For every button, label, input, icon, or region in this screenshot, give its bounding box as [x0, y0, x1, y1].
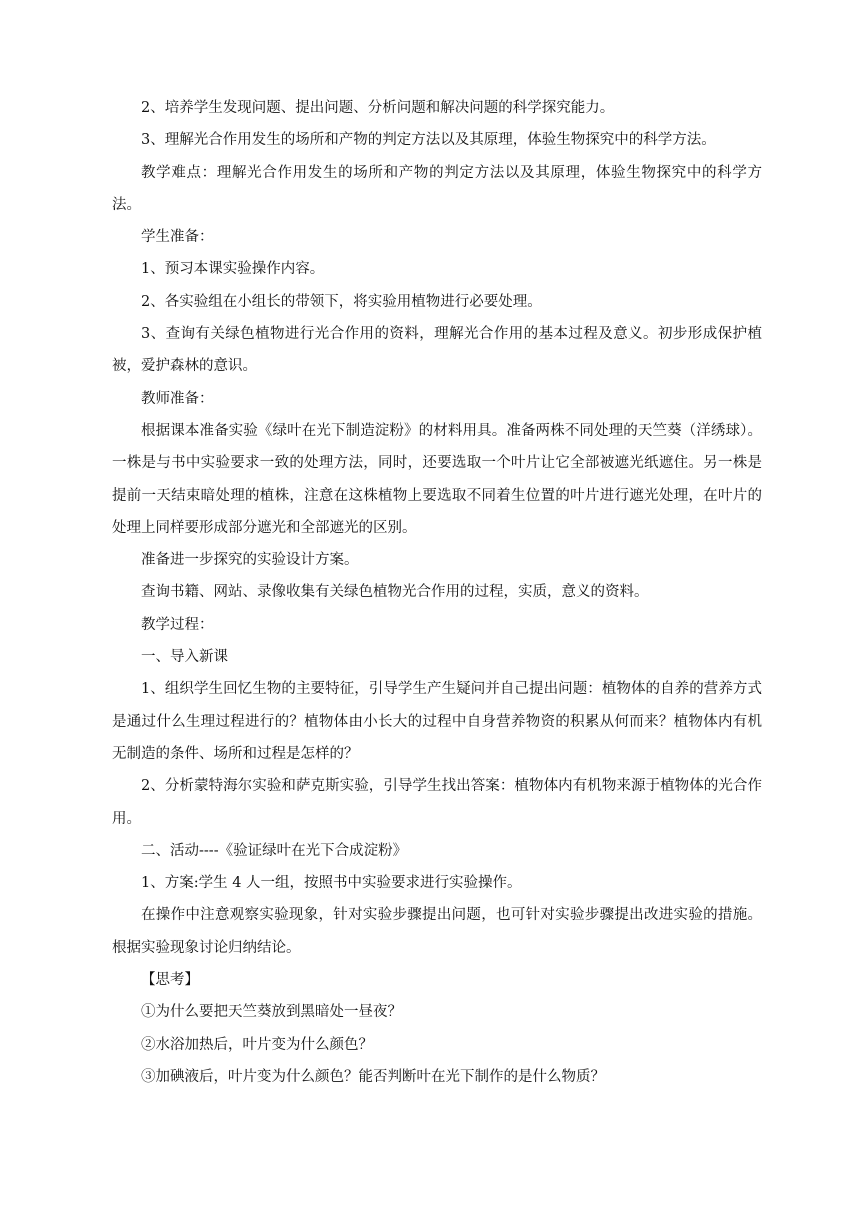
paragraph-objective-2: 2、培养学生发现问题、提出问题、分析问题和解决问题的科学探究能力。 — [141, 100, 615, 116]
document-body — [112, 92, 762, 1093]
paragraph-student-prep-1: 1、预习本课实验操作内容。 — [141, 261, 325, 278]
heading-student-preparation: 学生准备： — [141, 229, 214, 246]
heading-section-activity: 二、活动----《验证绿叶在光下合成淀粉》 — [141, 842, 408, 859]
paragraph-activity-plan: 1、方案:学生 4 人一组，按照书中实验要求进行实验操作。 — [141, 875, 522, 892]
question-3: ③加碘液后，叶片变为什么颜色？能否判断叶在光下制作的是什么物质？ — [141, 1068, 605, 1085]
paragraph-student-prep-2: 2、各实验组在小组长的带领下，将实验用植物进行必要处理。 — [141, 293, 542, 310]
heading-teacher-preparation: 教师准备： — [141, 390, 214, 407]
paragraph-teacher-prep-design: 准备进一步探究的实验设计方案。 — [141, 552, 359, 569]
question-2: ②水浴加热后，叶片变为什么颜色？ — [141, 1036, 373, 1053]
paragraph-teaching-difficulty: 教学难点：理解光合作用发生的场所和产物的判定方法以及其原理，体验生物探究中的科学方法。 — [112, 164, 762, 213]
heading-thinking: 【思考】 — [141, 972, 199, 989]
paragraph-teacher-prep-materials: 根据课本准备实验《绿叶在光下制造淀粉》的材料用具。准备两株不同处理的天竺葵（洋绣球）。一株是与书中实验要求一致的处理方法，同时，还要选取一个叶片让它全部被遮光纸遮住。另一株是提前一天结束暗处理的植株，注意在这株植物上要选取不同着生位置的叶片进行遮光处理，在叶片的处理上同样要形成部分遮光和全部遮光的区别。 — [112, 422, 762, 536]
paragraph-activity-observation: 在操作中注意观察实验现象，针对实验步骤提出问题，也可针对实验步骤提出改进实验的措施。根据实验现象讨论归纳结论。 — [112, 907, 762, 956]
heading-section-intro: 一、导入新课 — [141, 649, 228, 666]
paragraph-intro-2: 2、分析蒙特海尔实验和萨克斯实验，引导学生找出答案：植物体内有机物来源于植物体的光合作用。 — [112, 778, 762, 827]
question-1: ①为什么要把天竺葵放到黑暗处一昼夜？ — [141, 1004, 402, 1021]
paragraph-intro-1: 1、组织学生回忆生物的主要特征，引导学生产生疑问并自己提出问题：植物体的自养的营养方式是通过什么生理过程进行的？植物体由小长大的过程中自身营养物资的积累从何而来？植物体内有机无制造的条件、场所和过程是怎样的？ — [112, 681, 762, 762]
paragraph-objective-3: 3、理解光合作用发生的场所和产物的判定方法以及其原理，体验生物探究中的科学方法。 — [141, 132, 716, 149]
paragraph-teacher-prep-research: 查询书籍、网站、录像收集有关绿色植物光合作用的过程，实质，意义的资料。 — [141, 584, 649, 601]
heading-teaching-process: 教学过程： — [141, 616, 214, 633]
paragraph-student-prep-3: 3、查询有关绿色植物进行光合作用的资料，理解光合作用的基本过程及意义。初步形成保护植被，爱护森林的意识。 — [112, 326, 762, 375]
